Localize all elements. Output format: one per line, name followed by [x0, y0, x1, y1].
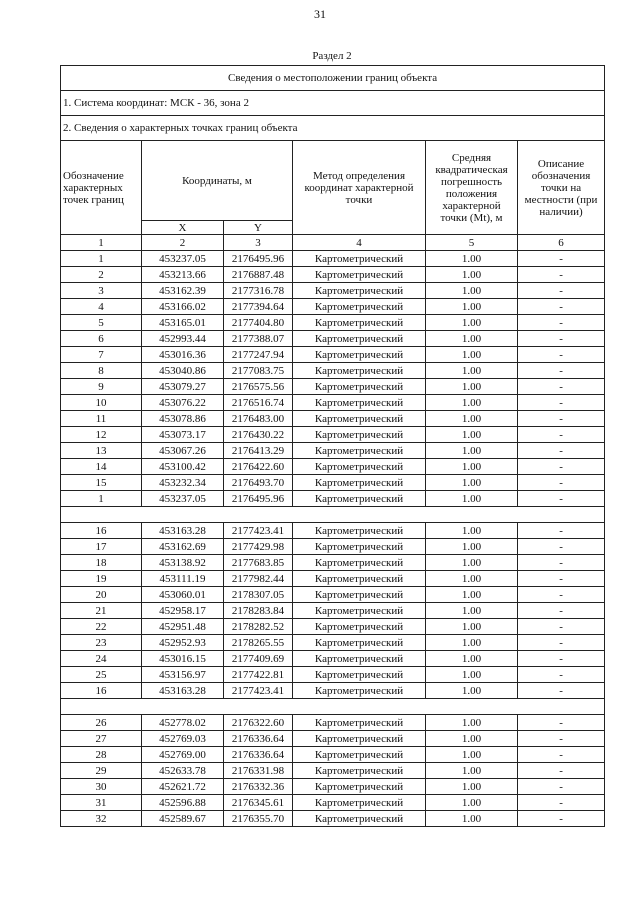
- error-value: 1.00: [426, 571, 518, 587]
- table-row: [61, 475, 605, 491]
- point-number: 9: [61, 379, 142, 395]
- description: -: [518, 459, 605, 475]
- coord-x: 453078.86: [142, 411, 224, 427]
- coord-y: 2176336.64: [224, 731, 293, 747]
- coord-y: 2178307.05: [224, 587, 293, 603]
- description: -: [518, 747, 605, 763]
- coord-x: 453162.69: [142, 539, 224, 555]
- description: -: [518, 811, 605, 827]
- description: -: [518, 251, 605, 267]
- coord-y: 2176483.00: [224, 411, 293, 427]
- coord-x: 452633.78: [142, 763, 224, 779]
- table-row: [61, 251, 605, 267]
- coord-x: 452993.44: [142, 331, 224, 347]
- coord-x: 452596.88: [142, 795, 224, 811]
- column-number: 3: [224, 235, 293, 251]
- coord-x: 453166.02: [142, 299, 224, 315]
- description: -: [518, 635, 605, 651]
- description: -: [518, 763, 605, 779]
- table-row: [61, 331, 605, 347]
- coord-y: 2176332.36: [224, 779, 293, 795]
- coord-y: 2177423.41: [224, 523, 293, 539]
- coord-x: 453073.17: [142, 427, 224, 443]
- description: -: [518, 779, 605, 795]
- coord-x: 453016.15: [142, 651, 224, 667]
- point-number: 1: [61, 251, 142, 267]
- group-separator-row: [61, 699, 605, 715]
- coord-x: 453076.22: [142, 395, 224, 411]
- method: Картометрический: [293, 571, 426, 587]
- table-row: [61, 427, 605, 443]
- coord-y: 2177409.69: [224, 651, 293, 667]
- error-value: 1.00: [426, 491, 518, 507]
- coord-x: 452952.93: [142, 635, 224, 651]
- point-number: 28: [61, 747, 142, 763]
- method: Картометрический: [293, 635, 426, 651]
- coord-y: 2176331.98: [224, 763, 293, 779]
- method: Картометрический: [293, 283, 426, 299]
- description: -: [518, 379, 605, 395]
- point-number: 25: [61, 667, 142, 683]
- error-value: 1.00: [426, 715, 518, 731]
- error-value: 1.00: [426, 251, 518, 267]
- method: Картометрический: [293, 459, 426, 475]
- description: -: [518, 523, 605, 539]
- table-row: [61, 795, 605, 811]
- table-row: [61, 571, 605, 587]
- point-number: 16: [61, 683, 142, 699]
- coord-y: 2178282.52: [224, 619, 293, 635]
- coord-x: 453163.28: [142, 523, 224, 539]
- error-value: 1.00: [426, 459, 518, 475]
- table-row: [61, 347, 605, 363]
- point-number: 23: [61, 635, 142, 651]
- error-value: 1.00: [426, 683, 518, 699]
- point-number: 6: [61, 331, 142, 347]
- table-row: [61, 363, 605, 379]
- method: Картометрический: [293, 715, 426, 731]
- coord-x: 453213.66: [142, 267, 224, 283]
- coord-x: 452621.72: [142, 779, 224, 795]
- description: -: [518, 315, 605, 331]
- table-row: [61, 555, 605, 571]
- error-value: 1.00: [426, 555, 518, 571]
- coord-y: 2176430.22: [224, 427, 293, 443]
- table-row: [61, 443, 605, 459]
- coord-y: 2176422.60: [224, 459, 293, 475]
- method: Картометрический: [293, 667, 426, 683]
- method: Картометрический: [293, 299, 426, 315]
- error-value: 1.00: [426, 267, 518, 283]
- header-designation: Обозначение характерных точек границ: [61, 141, 142, 235]
- group-separator-row: [61, 507, 605, 523]
- error-value: 1.00: [426, 347, 518, 363]
- description: -: [518, 795, 605, 811]
- coord-y: 2176413.29: [224, 443, 293, 459]
- header-x: X: [142, 221, 224, 235]
- error-value: 1.00: [426, 379, 518, 395]
- error-value: 1.00: [426, 651, 518, 667]
- point-number: 19: [61, 571, 142, 587]
- method: Картометрический: [293, 363, 426, 379]
- table-row: [61, 667, 605, 683]
- point-number: 1: [61, 491, 142, 507]
- coord-x: 453060.01: [142, 587, 224, 603]
- coord-y: 2177423.41: [224, 683, 293, 699]
- coord-x: 453237.05: [142, 251, 224, 267]
- point-number: 31: [61, 795, 142, 811]
- separator-cell: [61, 507, 605, 523]
- column-number: 4: [293, 235, 426, 251]
- description: -: [518, 427, 605, 443]
- coord-y: 2176322.60: [224, 715, 293, 731]
- error-value: 1.00: [426, 443, 518, 459]
- method: Картометрический: [293, 587, 426, 603]
- column-number: 1: [61, 235, 142, 251]
- coord-y: 2176345.61: [224, 795, 293, 811]
- error-value: 1.00: [426, 587, 518, 603]
- coord-x: 453162.39: [142, 283, 224, 299]
- point-number: 24: [61, 651, 142, 667]
- method: Картометрический: [293, 795, 426, 811]
- description: -: [518, 539, 605, 555]
- method: Картометрический: [293, 555, 426, 571]
- table-row: [61, 267, 605, 283]
- table-row: [61, 683, 605, 699]
- coord-x: 453111.19: [142, 571, 224, 587]
- coord-y: 2177422.81: [224, 667, 293, 683]
- error-value: 1.00: [426, 363, 518, 379]
- description: -: [518, 491, 605, 507]
- coord-x: 453156.97: [142, 667, 224, 683]
- error-value: 1.00: [426, 283, 518, 299]
- point-number: 2: [61, 267, 142, 283]
- table-row: [61, 491, 605, 507]
- point-number: 29: [61, 763, 142, 779]
- method: Картометрический: [293, 523, 426, 539]
- description: -: [518, 283, 605, 299]
- point-number: 4: [61, 299, 142, 315]
- description: -: [518, 587, 605, 603]
- table-row: [61, 603, 605, 619]
- table-row: [61, 395, 605, 411]
- table-row: [61, 747, 605, 763]
- description: -: [518, 651, 605, 667]
- description: -: [518, 347, 605, 363]
- coord-x: 453232.34: [142, 475, 224, 491]
- point-number: 11: [61, 411, 142, 427]
- description: -: [518, 395, 605, 411]
- coord-y: 2177394.64: [224, 299, 293, 315]
- method: Картометрический: [293, 651, 426, 667]
- coord-y: 2176887.48: [224, 267, 293, 283]
- method: Картометрический: [293, 251, 426, 267]
- coord-y: 2176493.70: [224, 475, 293, 491]
- coord-y: 2176355.70: [224, 811, 293, 827]
- coord-x: 452951.48: [142, 619, 224, 635]
- error-value: 1.00: [426, 331, 518, 347]
- column-number-row: [61, 235, 605, 251]
- method: Картометрический: [293, 747, 426, 763]
- coord-x: 452769.00: [142, 747, 224, 763]
- coord-y: 2177982.44: [224, 571, 293, 587]
- point-number: 32: [61, 811, 142, 827]
- error-value: 1.00: [426, 395, 518, 411]
- table-row: [61, 299, 605, 315]
- table-row: [61, 283, 605, 299]
- error-value: 1.00: [426, 427, 518, 443]
- method: Картометрический: [293, 443, 426, 459]
- table-row: [61, 459, 605, 475]
- point-number: 21: [61, 603, 142, 619]
- coord-y: 2177404.80: [224, 315, 293, 331]
- method: Картометрический: [293, 731, 426, 747]
- error-value: 1.00: [426, 667, 518, 683]
- error-value: 1.00: [426, 411, 518, 427]
- point-number: 15: [61, 475, 142, 491]
- coord-x: 453165.01: [142, 315, 224, 331]
- point-number: 10: [61, 395, 142, 411]
- table-row: [61, 731, 605, 747]
- point-number: 14: [61, 459, 142, 475]
- header-method: Метод определения координат характерной точки: [293, 141, 426, 235]
- header-coordinates: Координаты, м: [142, 141, 293, 221]
- method: Картометрический: [293, 315, 426, 331]
- table-row: [61, 651, 605, 667]
- coord-x: 453163.28: [142, 683, 224, 699]
- description: -: [518, 475, 605, 491]
- method: Картометрический: [293, 347, 426, 363]
- error-value: 1.00: [426, 299, 518, 315]
- error-value: 1.00: [426, 603, 518, 619]
- coord-x: 452589.67: [142, 811, 224, 827]
- column-number: 2: [142, 235, 224, 251]
- table-title: Сведения о местоположении границ объекта: [61, 66, 605, 91]
- method: Картометрический: [293, 619, 426, 635]
- description: -: [518, 619, 605, 635]
- error-value: 1.00: [426, 475, 518, 491]
- coord-y: 2177388.07: [224, 331, 293, 347]
- point-number: 20: [61, 587, 142, 603]
- column-number: 6: [518, 235, 605, 251]
- column-number: 5: [426, 235, 518, 251]
- method: Картометрический: [293, 779, 426, 795]
- table-row: [61, 539, 605, 555]
- header-y: Y: [224, 221, 293, 235]
- table-row: [61, 811, 605, 827]
- coord-y: 2176495.96: [224, 491, 293, 507]
- method: Картометрический: [293, 331, 426, 347]
- table-row: [61, 715, 605, 731]
- description: -: [518, 571, 605, 587]
- coord-y: 2178265.55: [224, 635, 293, 651]
- point-number: 5: [61, 315, 142, 331]
- method: Картометрический: [293, 811, 426, 827]
- point-number: 12: [61, 427, 142, 443]
- coord-x: 452958.17: [142, 603, 224, 619]
- point-number: 7: [61, 347, 142, 363]
- method: Картометрический: [293, 395, 426, 411]
- table-row: [61, 635, 605, 651]
- point-number: 27: [61, 731, 142, 747]
- point-number: 18: [61, 555, 142, 571]
- coord-y: 2177083.75: [224, 363, 293, 379]
- coord-x: 453040.86: [142, 363, 224, 379]
- point-number: 3: [61, 283, 142, 299]
- method: Картометрический: [293, 475, 426, 491]
- header-error: Средняя квадратическая погрешность положения характерной точки (Mt), м: [426, 141, 518, 235]
- coord-y: 2177316.78: [224, 283, 293, 299]
- coord-y: 2176495.96: [224, 251, 293, 267]
- method: Картометрический: [293, 411, 426, 427]
- coord-y: 2177247.94: [224, 347, 293, 363]
- error-value: 1.00: [426, 635, 518, 651]
- table-row: [61, 587, 605, 603]
- point-number: 16: [61, 523, 142, 539]
- table-row: [61, 779, 605, 795]
- table-row: [61, 379, 605, 395]
- point-number: 22: [61, 619, 142, 635]
- table-row: [61, 411, 605, 427]
- description: -: [518, 683, 605, 699]
- coord-y: 2177429.98: [224, 539, 293, 555]
- section-label: Раздел 2: [312, 50, 352, 62]
- description: -: [518, 603, 605, 619]
- table-row: [61, 315, 605, 331]
- point-number: 13: [61, 443, 142, 459]
- description: -: [518, 731, 605, 747]
- coord-y: 2177683.85: [224, 555, 293, 571]
- coord-x: 453067.26: [142, 443, 224, 459]
- error-value: 1.00: [426, 523, 518, 539]
- error-value: 1.00: [426, 779, 518, 795]
- coord-x: 452778.02: [142, 715, 224, 731]
- coord-y: 2176575.56: [224, 379, 293, 395]
- coord-x: 453138.92: [142, 555, 224, 571]
- description: -: [518, 667, 605, 683]
- coord-y: 2176516.74: [224, 395, 293, 411]
- table-row: [61, 619, 605, 635]
- description: -: [518, 411, 605, 427]
- error-value: 1.00: [426, 731, 518, 747]
- method: Картометрический: [293, 539, 426, 555]
- boundary-points-table: [60, 65, 605, 827]
- error-value: 1.00: [426, 747, 518, 763]
- table-row: [61, 523, 605, 539]
- error-value: 1.00: [426, 811, 518, 827]
- description: -: [518, 443, 605, 459]
- error-value: 1.00: [426, 795, 518, 811]
- point-number: 8: [61, 363, 142, 379]
- description: -: [518, 267, 605, 283]
- description: -: [518, 331, 605, 347]
- method: Картометрический: [293, 379, 426, 395]
- coord-y: 2176336.64: [224, 747, 293, 763]
- description: -: [518, 715, 605, 731]
- coord-y: 2178283.84: [224, 603, 293, 619]
- method: Картометрический: [293, 267, 426, 283]
- coord-x: 453237.05: [142, 491, 224, 507]
- points-heading: 2. Сведения о характерных точках границ объекта: [61, 116, 605, 141]
- error-value: 1.00: [426, 539, 518, 555]
- point-number: 17: [61, 539, 142, 555]
- method: Картометрический: [293, 491, 426, 507]
- coord-x: 453016.36: [142, 347, 224, 363]
- separator-cell: [61, 699, 605, 715]
- method: Картометрический: [293, 683, 426, 699]
- error-value: 1.00: [426, 315, 518, 331]
- method: Картометрический: [293, 427, 426, 443]
- method: Картометрический: [293, 763, 426, 779]
- coord-x: 452769.03: [142, 731, 224, 747]
- point-number: 30: [61, 779, 142, 795]
- page-number: 31: [314, 7, 326, 21]
- coord-x: 453100.42: [142, 459, 224, 475]
- coord-x: 453079.27: [142, 379, 224, 395]
- point-number: 26: [61, 715, 142, 731]
- method: Картометрический: [293, 603, 426, 619]
- header-description: Описание обозначения точки на местности (при наличии): [518, 141, 605, 235]
- table-row: [61, 763, 605, 779]
- description: -: [518, 555, 605, 571]
- description: -: [518, 363, 605, 379]
- description: -: [518, 299, 605, 315]
- coordinate-system: 1. Система координат: МСК - 36, зона 2: [61, 91, 605, 116]
- error-value: 1.00: [426, 763, 518, 779]
- error-value: 1.00: [426, 619, 518, 635]
